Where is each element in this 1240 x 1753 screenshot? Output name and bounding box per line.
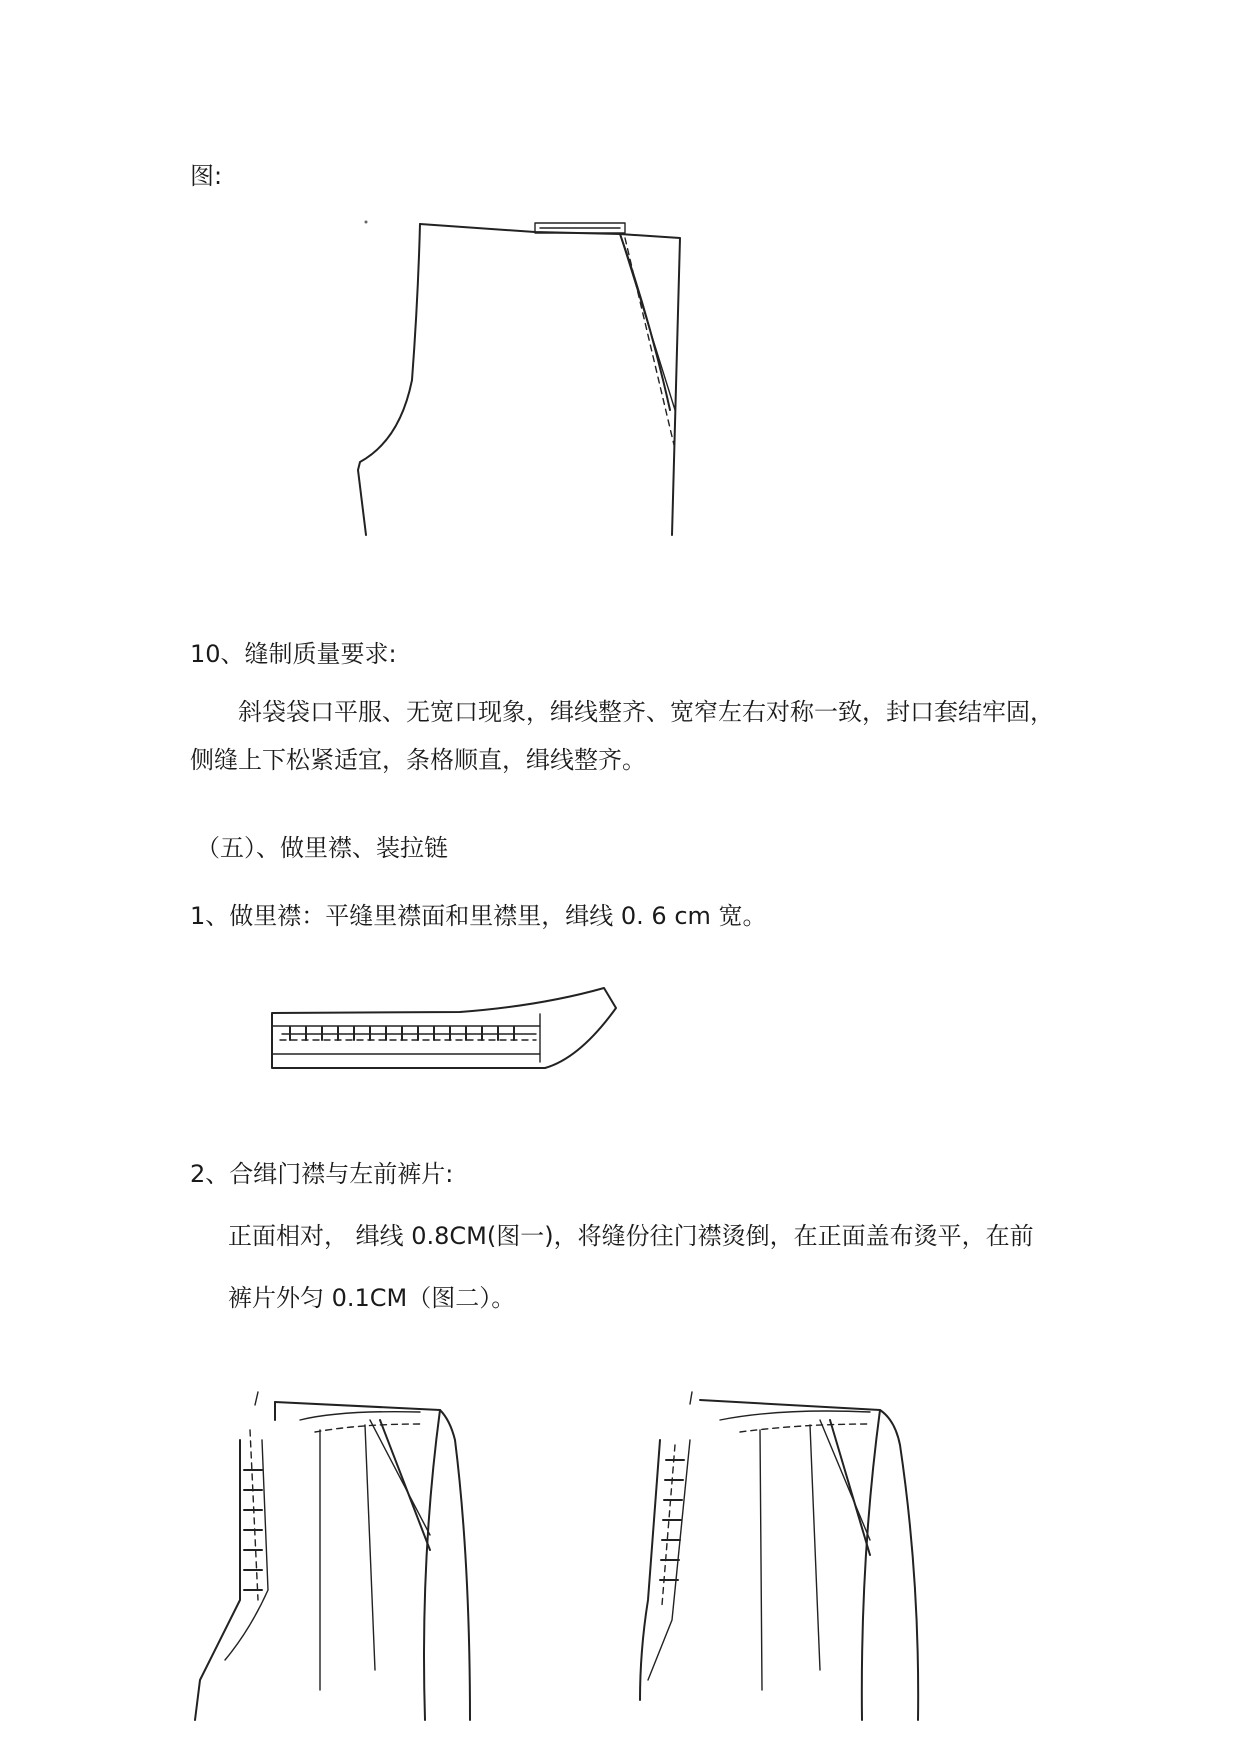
step1-text: 1、做里襟：平缝里襟面和里襟里，缉线 0. 6 cm 宽。: [190, 902, 767, 930]
section10-heading: 10、缝制质量要求:: [190, 640, 397, 668]
step2-heading: 2、合缉门襟与左前裤片:: [190, 1160, 454, 1188]
section5-title: （五）、做里襟、装拉链: [196, 834, 448, 862]
step2-line2: 裤片外匀 0.1CM（图二）。: [228, 1284, 516, 1312]
figure-caption: 图:: [190, 162, 223, 190]
section10-paragraph-line1: 斜袋袋口平服、无宽口现象，缉线整齐、宽窄左右对称一致，封口套结牢固，: [238, 698, 1054, 726]
section10-paragraph-line2: 侧缝上下松紧适宜，条格顺直，缉线整齐。: [190, 746, 646, 774]
step2-line1: 正面相对， 缉线 0.8CM(图一)，将缝份往门襟烫倒，在正面盖布烫平，在前: [228, 1222, 1034, 1250]
